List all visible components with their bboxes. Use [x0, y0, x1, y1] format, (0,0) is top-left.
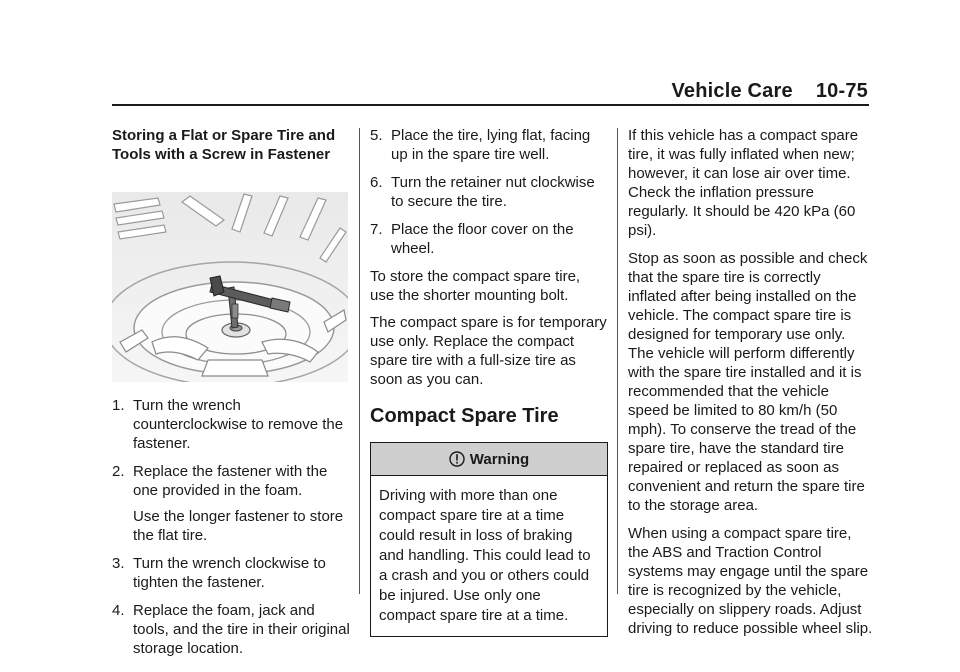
paragraph: The compact spare is for temporary use only. Replace the compact spare tire with a full-size tire as soon as you can.	[370, 314, 607, 388]
subheading: Storing a Flat or Spare Tire and Tools with a Screw in Fastener	[112, 127, 336, 163]
list-item: 3. Turn the wrench clockwise to tighten the fastener.	[112, 555, 326, 591]
steps-list	[370, 126, 608, 258]
warning-box	[370, 442, 608, 637]
header-rule	[112, 104, 869, 106]
warning-text: Driving with more than one compact spare tire at a time could result in loss of braking and handling. This could lead to a crash and you or others could be injured. Use only one compact spare tire at a time.	[379, 487, 591, 624]
warning-icon	[449, 451, 465, 467]
column-divider	[617, 128, 618, 594]
paragraph: To store the compact spare tire, use the shorter mounting bolt.	[370, 268, 581, 304]
spare-tire-wrench-illustration	[112, 192, 348, 382]
section-heading: Compact Spare Tire	[370, 405, 559, 427]
list-item: 5. Place the tire, lying flat, facing up in the spare tire well.	[370, 127, 591, 163]
column-divider	[359, 128, 360, 594]
column-3	[628, 126, 873, 647]
list-item: 2. Replace the fastener with the one provided in the foam. Use the longer fastener to store the flat tire.	[112, 462, 350, 545]
list-item: 1. Turn the wrench counterclockwise to remove the fastener.	[112, 397, 344, 452]
paragraph: If this vehicle has a compact spare tire, it was fully inflated when new; however, it can lose air over time. Check the inflation pressure regularly. It should be 420 kPa (60 psi).	[628, 127, 859, 239]
steps-list	[112, 396, 350, 658]
paragraph: When using a compact spare tire, the ABS and Traction Control systems may engage until the spare tire is recognized by the vehicle, especially on slippery roads. Adjust driving to reduce possible wheel slip.	[628, 525, 873, 637]
column-2	[370, 126, 608, 637]
list-item: 6. Turn the retainer nut clockwise to secure the tire.	[370, 174, 595, 210]
list-item: 4. Replace the foam, jack and tools, and the tire in their original storage location.	[112, 602, 350, 657]
column-1	[112, 126, 350, 667]
step-note: Use the longer fastener to store the flat tire.	[133, 508, 344, 544]
page-number: 10-75	[815, 80, 868, 102]
section-title: Vehicle Care	[671, 80, 793, 102]
list-item: 7. Place the floor cover on the wheel.	[370, 221, 574, 257]
page-header	[0, 0, 960, 110]
warning-header	[371, 443, 607, 476]
running-head	[671, 80, 868, 103]
paragraph: Stop as soon as possible and check that the spare tire is correctly inflated after being installed on the vehicle. The compact spare tire is designed for temporary use only. The vehicle will perform differently with the spare tire installed and it is recommended that the vehicle speed be limited to 80 km/h (50 mph). To conserve the tread of the spare tire, have the standard tire repaired or replaced as soon as convenient and return the spare tire to the storage area.	[628, 250, 868, 514]
warning-title: Warning	[469, 450, 530, 468]
